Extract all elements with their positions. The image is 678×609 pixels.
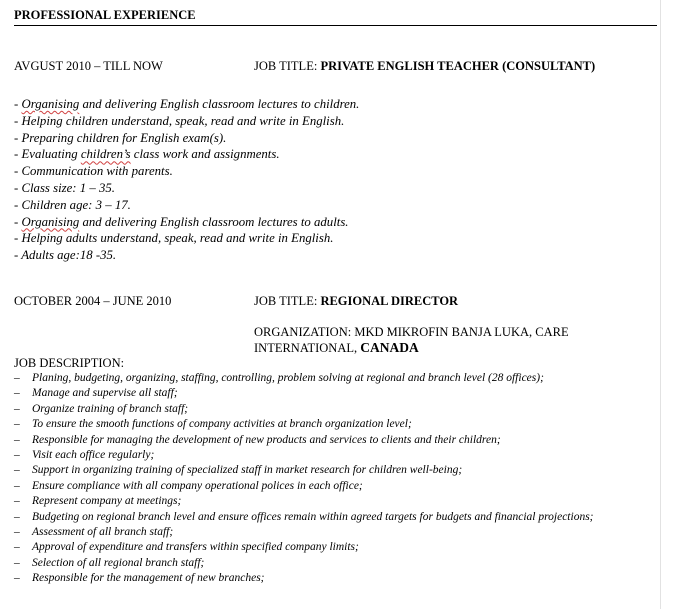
job-description-label: JOB DESCRIPTION: [14,356,125,370]
job2-duty-item [14,402,654,417]
bullet-dash: – [14,479,20,492]
job1-dates: AVGUST 2010 – TILL NOW [14,59,163,73]
duty-text: Organize training of branch staff; [32,402,189,415]
job1-duty-item: - Class size: 1 – 35. [14,180,115,195]
bullet-dash: – [14,556,20,569]
duty-text: Ensure compliance with all company operational polices in each office; [32,479,363,492]
job2-duty-item [14,510,654,525]
job1-duty-item: - Children age: 3 – 17. [14,197,131,212]
duty-text: To ensure the smooth functions of company activities at branch organization level; [32,418,412,431]
job2-duty-item [14,556,654,571]
job2-duty-item [14,433,654,448]
bullet-dash: – [14,449,20,462]
job1-duty-item: - Helping children understand, speak, read and write in English. [14,113,345,128]
duty-text: Budgeting on regional branch level and ensure offices remain within agreed targets for budgets and financial projections; [32,510,594,523]
job1-duties-list [14,96,359,264]
job1-title: PRIVATE ENGLISH TEACHER (CONSULTANT) [320,59,596,73]
bullet-dash: – [14,418,20,431]
job2-organization [254,324,634,356]
job2-duty-item [14,540,654,555]
bullet-dash: – [14,464,20,477]
job2-duty-item [14,479,654,494]
duty-text: Responsible for managing the development of new products and services to clients and their children; [32,433,501,446]
duty-text: Visit each office regularly; [32,449,155,462]
job1-duty-item: - Helping adults understand, speak, read and write in English. [14,231,334,246]
bullet-dash: – [14,372,20,384]
job2-dates: OCTOBER 2004 – JUNE 2010 [14,294,172,308]
job1-duty-item: - Adults age:18 -35. [14,248,117,263]
job2-title-label: JOB TITLE: [254,294,321,308]
job2-duty-item [14,417,654,432]
duty-text: Selection of all regional branch staff; [32,556,205,569]
job2-duty-item [14,525,654,540]
job2-duty-item [14,448,654,463]
bullet-dash: – [14,402,20,415]
duty-text: Support in organizing training of specialized staff in market research for children well-being; [32,464,463,477]
bullet-dash: – [14,433,20,446]
page-margin-line [660,0,661,609]
bullet-dash: – [14,572,20,585]
job2-duty-item [14,463,654,478]
job1-duty-item: - Organising and delivering English classroom lectures to adults. [14,214,349,229]
job2-org-country: CANADA [360,340,419,355]
job2-org-label: ORGANIZATION: MKD MIKROFIN BANJA LUKA, CARE INTERNATIONAL, [254,325,569,355]
job2-duty-item [14,494,654,509]
job1-title-line [254,59,595,74]
job2-duty-item [14,571,654,586]
bullet-dash: – [14,495,20,508]
job2-title-line [254,294,458,309]
section-divider [14,25,657,26]
section-title: PROFESSIONAL EXPERIENCE [14,8,196,22]
duty-text: Manage and supervise all staff; [32,387,178,400]
job2-duty-item [14,386,654,401]
job2-duties-list [14,371,654,587]
job1-title-label: JOB TITLE: [254,59,321,73]
duty-text: Approval of expenditure and transfers within specified company limits; [32,541,359,554]
duty-text: Responsible for the management of new branches; [32,572,265,585]
job1-duty-item: - Evaluating children’s class work and assignments. [14,147,280,162]
job1-duty-item: - Preparing children for English exam(s). [14,130,227,145]
duty-text: Planing, budgeting, organizing, staffing, controlling, problem solving at regional and branch level (28 offices); [32,372,544,384]
duty-text: Represent company at meetings; [32,495,182,508]
job1-duty-item: - Communication with parents. [14,164,173,179]
job2-title: REGIONAL DIRECTOR [320,294,459,308]
bullet-dash: – [14,526,20,539]
job2-duty-item [14,371,654,386]
job1-duty-item: - Organising and delivering English classroom lectures to children. [14,97,360,111]
duty-text: Assessment of all branch staff; [32,526,174,539]
bullet-dash: – [14,387,20,400]
bullet-dash: – [14,541,20,554]
bullet-dash: – [14,510,20,523]
